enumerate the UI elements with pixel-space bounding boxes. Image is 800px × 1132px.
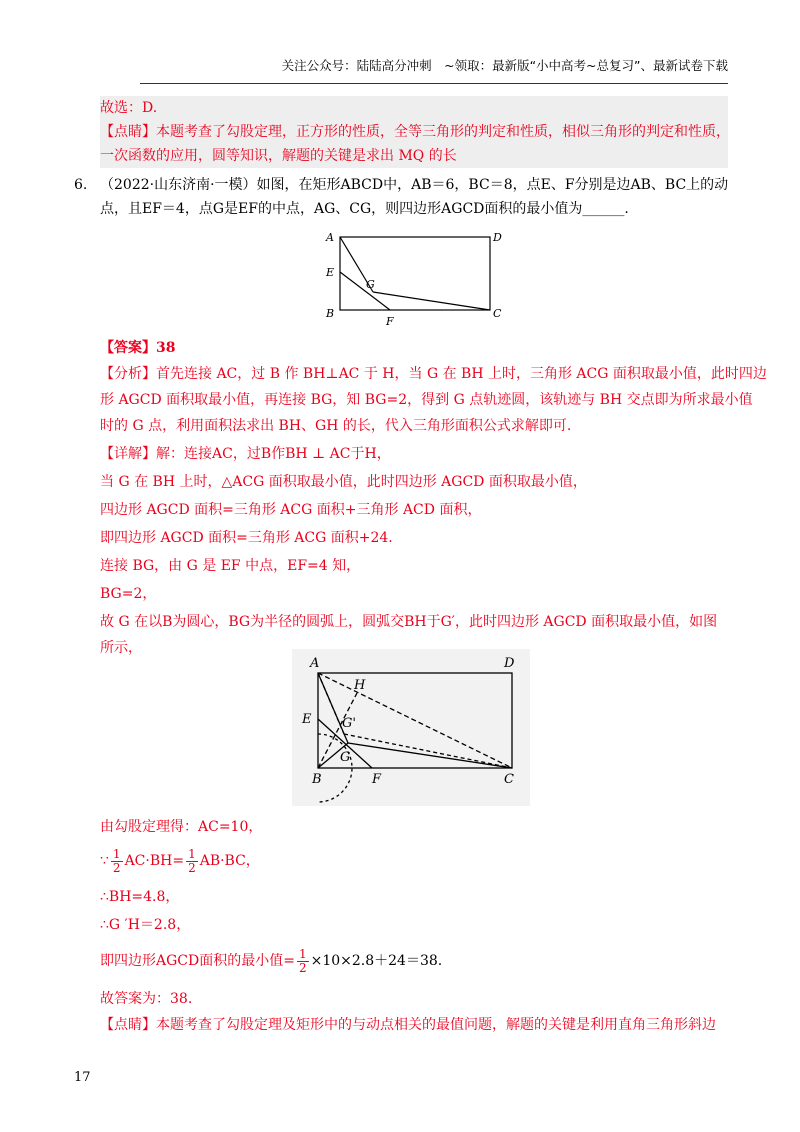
because-symbol: ∵ xyxy=(100,853,109,869)
label-c: C xyxy=(493,307,502,320)
label2-h: H xyxy=(354,678,366,693)
prev-comment-line1: 【点睛】本题考查了勾股定理，正方形的性质，全等三角形的判定和性质，相似三角形的判定和性质， xyxy=(100,124,730,140)
detail-line8: 所示， xyxy=(100,640,142,656)
solution-block xyxy=(100,336,767,660)
fraction-half-3: $\frac{1}{2}$ xyxy=(298,946,307,975)
previous-answer-block xyxy=(100,96,728,168)
label2-c: C xyxy=(504,772,514,787)
analysis-line1: 【分析】首先连接 AC，过 B 作 BH⊥AC 于 H，当 G 在 BH 上时，三角形 ACG 面积取最小值，此时四边 xyxy=(100,366,767,382)
label-b: B xyxy=(326,307,335,320)
detail-line2: 当 G 在 BH 上时，△ACG 面积取最小值，此时四边形 AGCD 面积取最小值， xyxy=(100,474,587,490)
label2-a: A xyxy=(310,656,320,671)
final-answer: 故答案为：38. xyxy=(100,991,193,1007)
final-comment: 【点睛】本题考查了勾股定理及矩形中的与动点相关的最值问题，解题的关键是利用直角三角形斜边 xyxy=(100,1017,716,1033)
detail-line5: 连接 BG，由 G 是 EF 中点，EF=4 知， xyxy=(100,558,361,574)
label2-b: B xyxy=(312,772,322,787)
detail-line4: 即四边形 AGCD 面积=三角形 ACG 面积+24. xyxy=(100,530,393,546)
label2-g-prime: G' xyxy=(342,716,356,731)
page-header xyxy=(140,28,728,84)
fraction-half-2: $\frac{1}{2}$ xyxy=(188,846,196,875)
min-value-line xyxy=(100,941,728,981)
pythagoras-line: 由勾股定理得：AC=10， xyxy=(100,819,263,835)
prev-choice: 故选：D. xyxy=(100,100,158,116)
question-line1: （2022·山东济南·一模）如图，在矩形ABCD中，AB＝6，BC＝8，点E、F分别是边AB、BC上的动 xyxy=(100,177,729,193)
question-number: 6. xyxy=(74,177,88,193)
label2-g: G xyxy=(340,750,351,765)
fraction-half-1: $\frac{1}{2}$ xyxy=(112,846,121,875)
page-number: 17 xyxy=(74,1070,91,1085)
equation-middle: AC·BH= xyxy=(124,853,185,869)
segment-gc xyxy=(373,292,490,310)
label-e: E xyxy=(326,266,335,279)
label-d: D xyxy=(493,231,502,244)
min-suffix: ×10×2.8＋24＝38. xyxy=(310,953,443,969)
label-f: F xyxy=(386,315,394,328)
segment-g-prime-c xyxy=(344,734,512,768)
rectangle-figure-2 xyxy=(292,649,530,806)
label2-f: F xyxy=(372,772,382,787)
question-text xyxy=(100,173,728,221)
detail-line6: BG=2， xyxy=(100,586,157,602)
solution-part2 xyxy=(100,815,728,1037)
answer-line: 【答案】38 xyxy=(100,340,176,356)
label-a: A xyxy=(326,231,334,244)
label2-e: E xyxy=(302,712,312,727)
analysis-line2: 形 AGCD 面积取最小值，再连接 BG，知 BG=2，得到 G 点轨迹圆，该轨迹与 BH 交点即为所求最小值 xyxy=(100,392,753,408)
area-equation-line xyxy=(100,841,728,881)
analysis-line3: 时的 G 点，利用面积法求出 BH、GH 的长，代入三角形面积公式求解即可. xyxy=(100,418,572,434)
question-line2: 点，且EF＝4，点G是EF的中点，AG、CG，则四边形AGCD面积的最小值为______. xyxy=(100,201,629,217)
detail-line3: 四边形 AGCD 面积=三角形 ACG 面积+三角形 ACD 面积， xyxy=(100,502,482,518)
header-text: 关注公众号：陆陆高分冲刺 ~领取：最新版“小中高考~总复习”、最新试卷下载 xyxy=(281,58,728,73)
min-prefix: 即四边形AGCD面积的最小值= xyxy=(100,953,295,969)
rectangle-figure-1 xyxy=(318,225,508,330)
detail-line7: 故 G 在以B为圆心，BG为半径的圆弧上，圆弧交BH于G′，此时四边形 AGCD 面积取最小值，如图 xyxy=(100,614,718,630)
equation-end: AB·BC， xyxy=(199,853,260,869)
prev-comment-line2: 一次函数的应用，圆等知识，解题的关键是求出 MQ 的长 xyxy=(100,148,457,164)
gh-line: ∴G ′H＝2.8， xyxy=(100,917,191,933)
detail-line1: 【详解】解：连接AC，过B作BH ⊥ AC于H， xyxy=(100,446,391,462)
label2-d: D xyxy=(504,656,515,671)
bh-line: ∴BH=4.8， xyxy=(100,889,180,905)
label-g: G xyxy=(366,278,375,291)
